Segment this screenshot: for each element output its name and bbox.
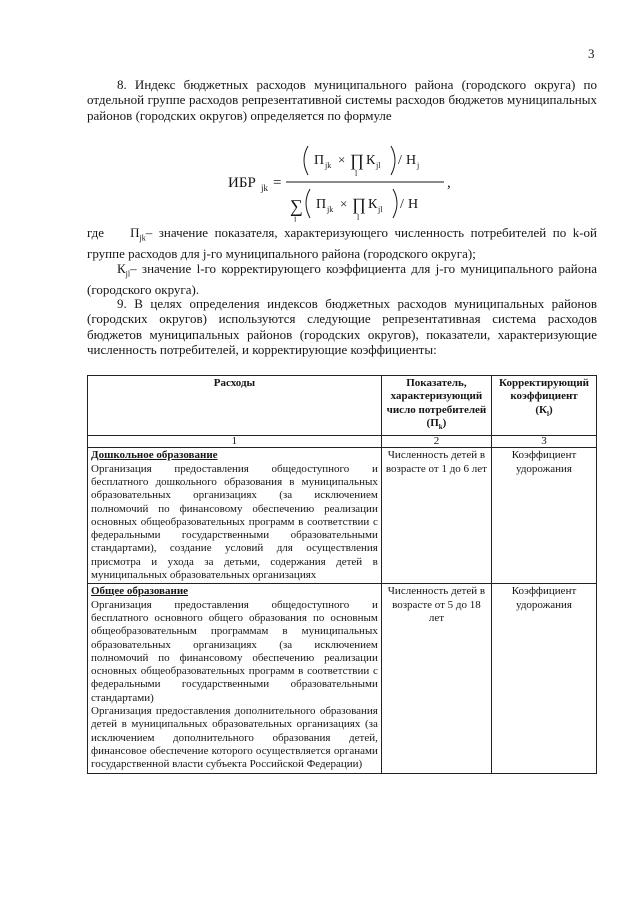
svg-text:К: К (368, 197, 378, 212)
svg-text:jl: jl (376, 161, 381, 170)
svg-text:jk: jk (327, 205, 334, 214)
svg-text:=: = (273, 175, 282, 191)
header-coefficient: Корректирующий коэффициент $(К_l)$ (492, 376, 597, 436)
expense-description: Организация предоставления общедоступного и бесплатного основного общего образования по основным общеобразовательным программам в муниципальных образовательных организациях (за исключением полномочий по финансовому обеспечению реализации основных общеобразовательных программ в соответствии с федеральными государственными образовательными стандартами) (91, 598, 378, 704)
expense-description: Организация предоставления дополнительного образования детей в муниципальных образовательных организациях (за исключением дополнительного образования детей, финансовое обеспечение которого осуществляется органами государственной власти субъекта Российской Федерации) (91, 705, 378, 771)
svg-text:×: × (340, 196, 348, 211)
svg-text:×: × (338, 152, 346, 167)
paragraph-8: 8. Индекс бюджетных расходов муниципального района (городского округа) по отдельной группе расходов репрезентативной системы расходов бюджетов муниципальных районов (городских округов) определяется по формуле (87, 77, 597, 123)
coefficient-cell: Коэффициент удорожания (492, 448, 597, 584)
table-row (88, 448, 597, 584)
coefficient-cell: Коэффициент удорожания (492, 584, 597, 773)
paragraph-9: 9. В целях определения индексов бюджетных расходов муниципальных районов (городских округов) используются следующие репрезентативная система расходов бюджетов муниципальных районов (городских округов), показатели, характеризующие численность потребителей, и корректирующие коэффициенты: (87, 296, 597, 357)
definition-k: $К_{jl}-$ значение l-го корректирующего коэффициента для j-го муниципального района (городского округа). (87, 261, 597, 298)
formula-comma: , (447, 175, 451, 191)
svg-text:/: / (400, 197, 404, 212)
formula-lhs-sub: jk (261, 183, 269, 193)
svg-text:К: К (366, 153, 376, 168)
indicator-cell: Численность детей в возрасте от 1 до 6 лет (381, 448, 491, 584)
svg-text:∏: ∏ (352, 195, 366, 214)
category-title: Дошкольное образование (91, 449, 218, 462)
table-row (88, 584, 597, 773)
formula-definitions (87, 225, 597, 297)
svg-text:Н: Н (408, 197, 419, 212)
expense-description: Организация предоставления общедоступного и бесплатного дошкольного образования в муниципальных образовательных организациях (за исключением полномочий по финансовому обеспечению реализации основных общеобразовательных программ в соответствии с федеральными государственными образовательными стандартами), создание условий для осуществления присмотра и ухода за детьми, содержания детей в муниципальных образовательных организациях (91, 462, 378, 582)
column-number-row: 1 2 3 (88, 436, 597, 448)
header-expenses: Расходы (88, 376, 382, 436)
svg-text:jl: jl (378, 205, 383, 214)
page-number: 3 (588, 46, 595, 61)
formula-den-p: П (316, 197, 327, 212)
indicator-cell: Численность детей в возрасте от 5 до 18 лет (381, 584, 491, 773)
svg-text:j: j (417, 161, 420, 170)
svg-text:Н: Н (406, 153, 417, 168)
expense-cell (88, 448, 382, 584)
svg-text:jk: jk (325, 161, 332, 170)
definition-p: где $П_{jk}-$ значение показателя, характеризующего численность потребителей по k-ой группе расходов для j-го муниципального района (городского округа); (87, 225, 598, 261)
formula-num-p: П (314, 153, 325, 168)
svg-text:l: l (355, 169, 358, 178)
svg-text:j: j (294, 214, 297, 222)
category-title: Общее образование (91, 585, 189, 598)
budget-index-formula (228, 142, 608, 222)
svg-text:l: l (357, 213, 360, 222)
table-header-row (88, 376, 597, 436)
svg-text:/: / (398, 153, 402, 168)
expense-cell (88, 584, 382, 773)
formula-lhs: ИБР (228, 175, 256, 191)
svg-text:∏: ∏ (350, 151, 364, 170)
header-indicator: Показатель, характеризующий число потребителей $(П_k)$ (381, 376, 491, 436)
expenditure-table (87, 375, 597, 774)
formula-sum: ∑ (290, 196, 303, 216)
